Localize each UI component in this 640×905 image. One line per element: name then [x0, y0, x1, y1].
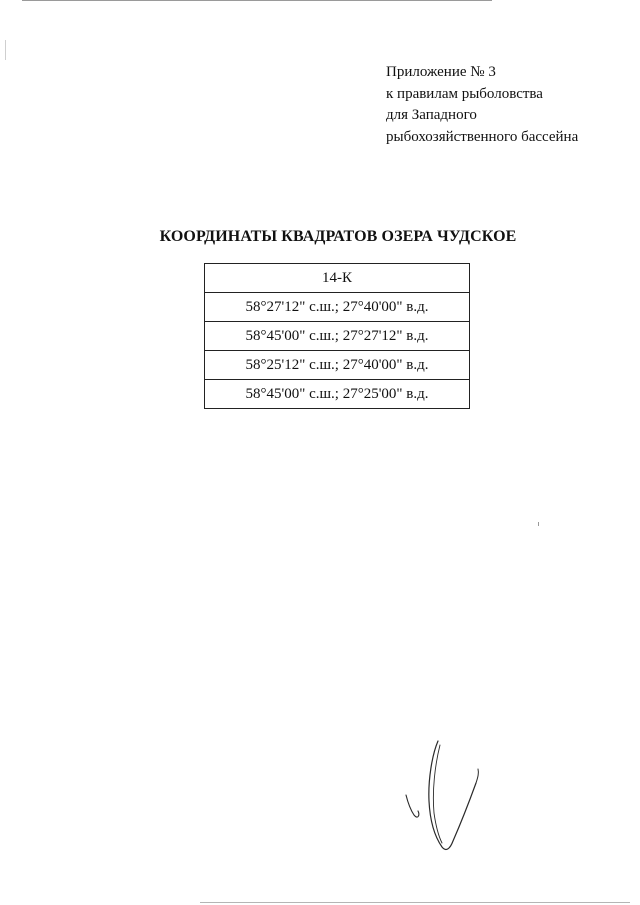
- scan-speck: [538, 522, 539, 526]
- table-header-cell: 14-К: [205, 264, 470, 293]
- signature-stroke-inner: [433, 745, 442, 843]
- scan-edge-bottom: [200, 902, 630, 903]
- appendix-line-region: для Западного: [386, 107, 477, 123]
- signature-stroke-main: [429, 741, 476, 849]
- scan-edge-left: [5, 40, 6, 60]
- signature-stroke-tail: [476, 769, 478, 783]
- scan-edge-top: [22, 0, 492, 1]
- appendix-line-rules: к правилам рыболовства: [386, 85, 543, 102]
- signature-stroke-hook: [406, 795, 419, 817]
- table-row: [205, 380, 470, 409]
- coordinate-cell: 58°25'12" с.ш.; 27°40'00" в.д.: [205, 351, 470, 380]
- appendix-reference: [386, 62, 626, 148]
- table-row: [205, 293, 470, 322]
- table-header-row: [205, 264, 470, 293]
- appendix-line-number: Приложение № 3: [386, 64, 496, 80]
- table-row: [205, 351, 470, 380]
- coordinates-table: [204, 263, 470, 409]
- appendix-line-basin: рыбохозяйственного бассейна: [386, 128, 579, 145]
- coordinate-cell: 58°27'12" с.ш.; 27°40'00" в.д.: [205, 293, 470, 322]
- handwritten-signature: [398, 735, 488, 860]
- coordinate-cell: 58°45'00" с.ш.; 27°27'12" в.д.: [205, 322, 470, 351]
- coordinate-cell: 58°45'00" с.ш.; 27°25'00" в.д.: [205, 380, 470, 409]
- document-title: КООРДИНАТЫ КВАДРАТОВ ОЗЕРА ЧУДСКОЕ: [159, 228, 517, 245]
- table-row: [205, 322, 470, 351]
